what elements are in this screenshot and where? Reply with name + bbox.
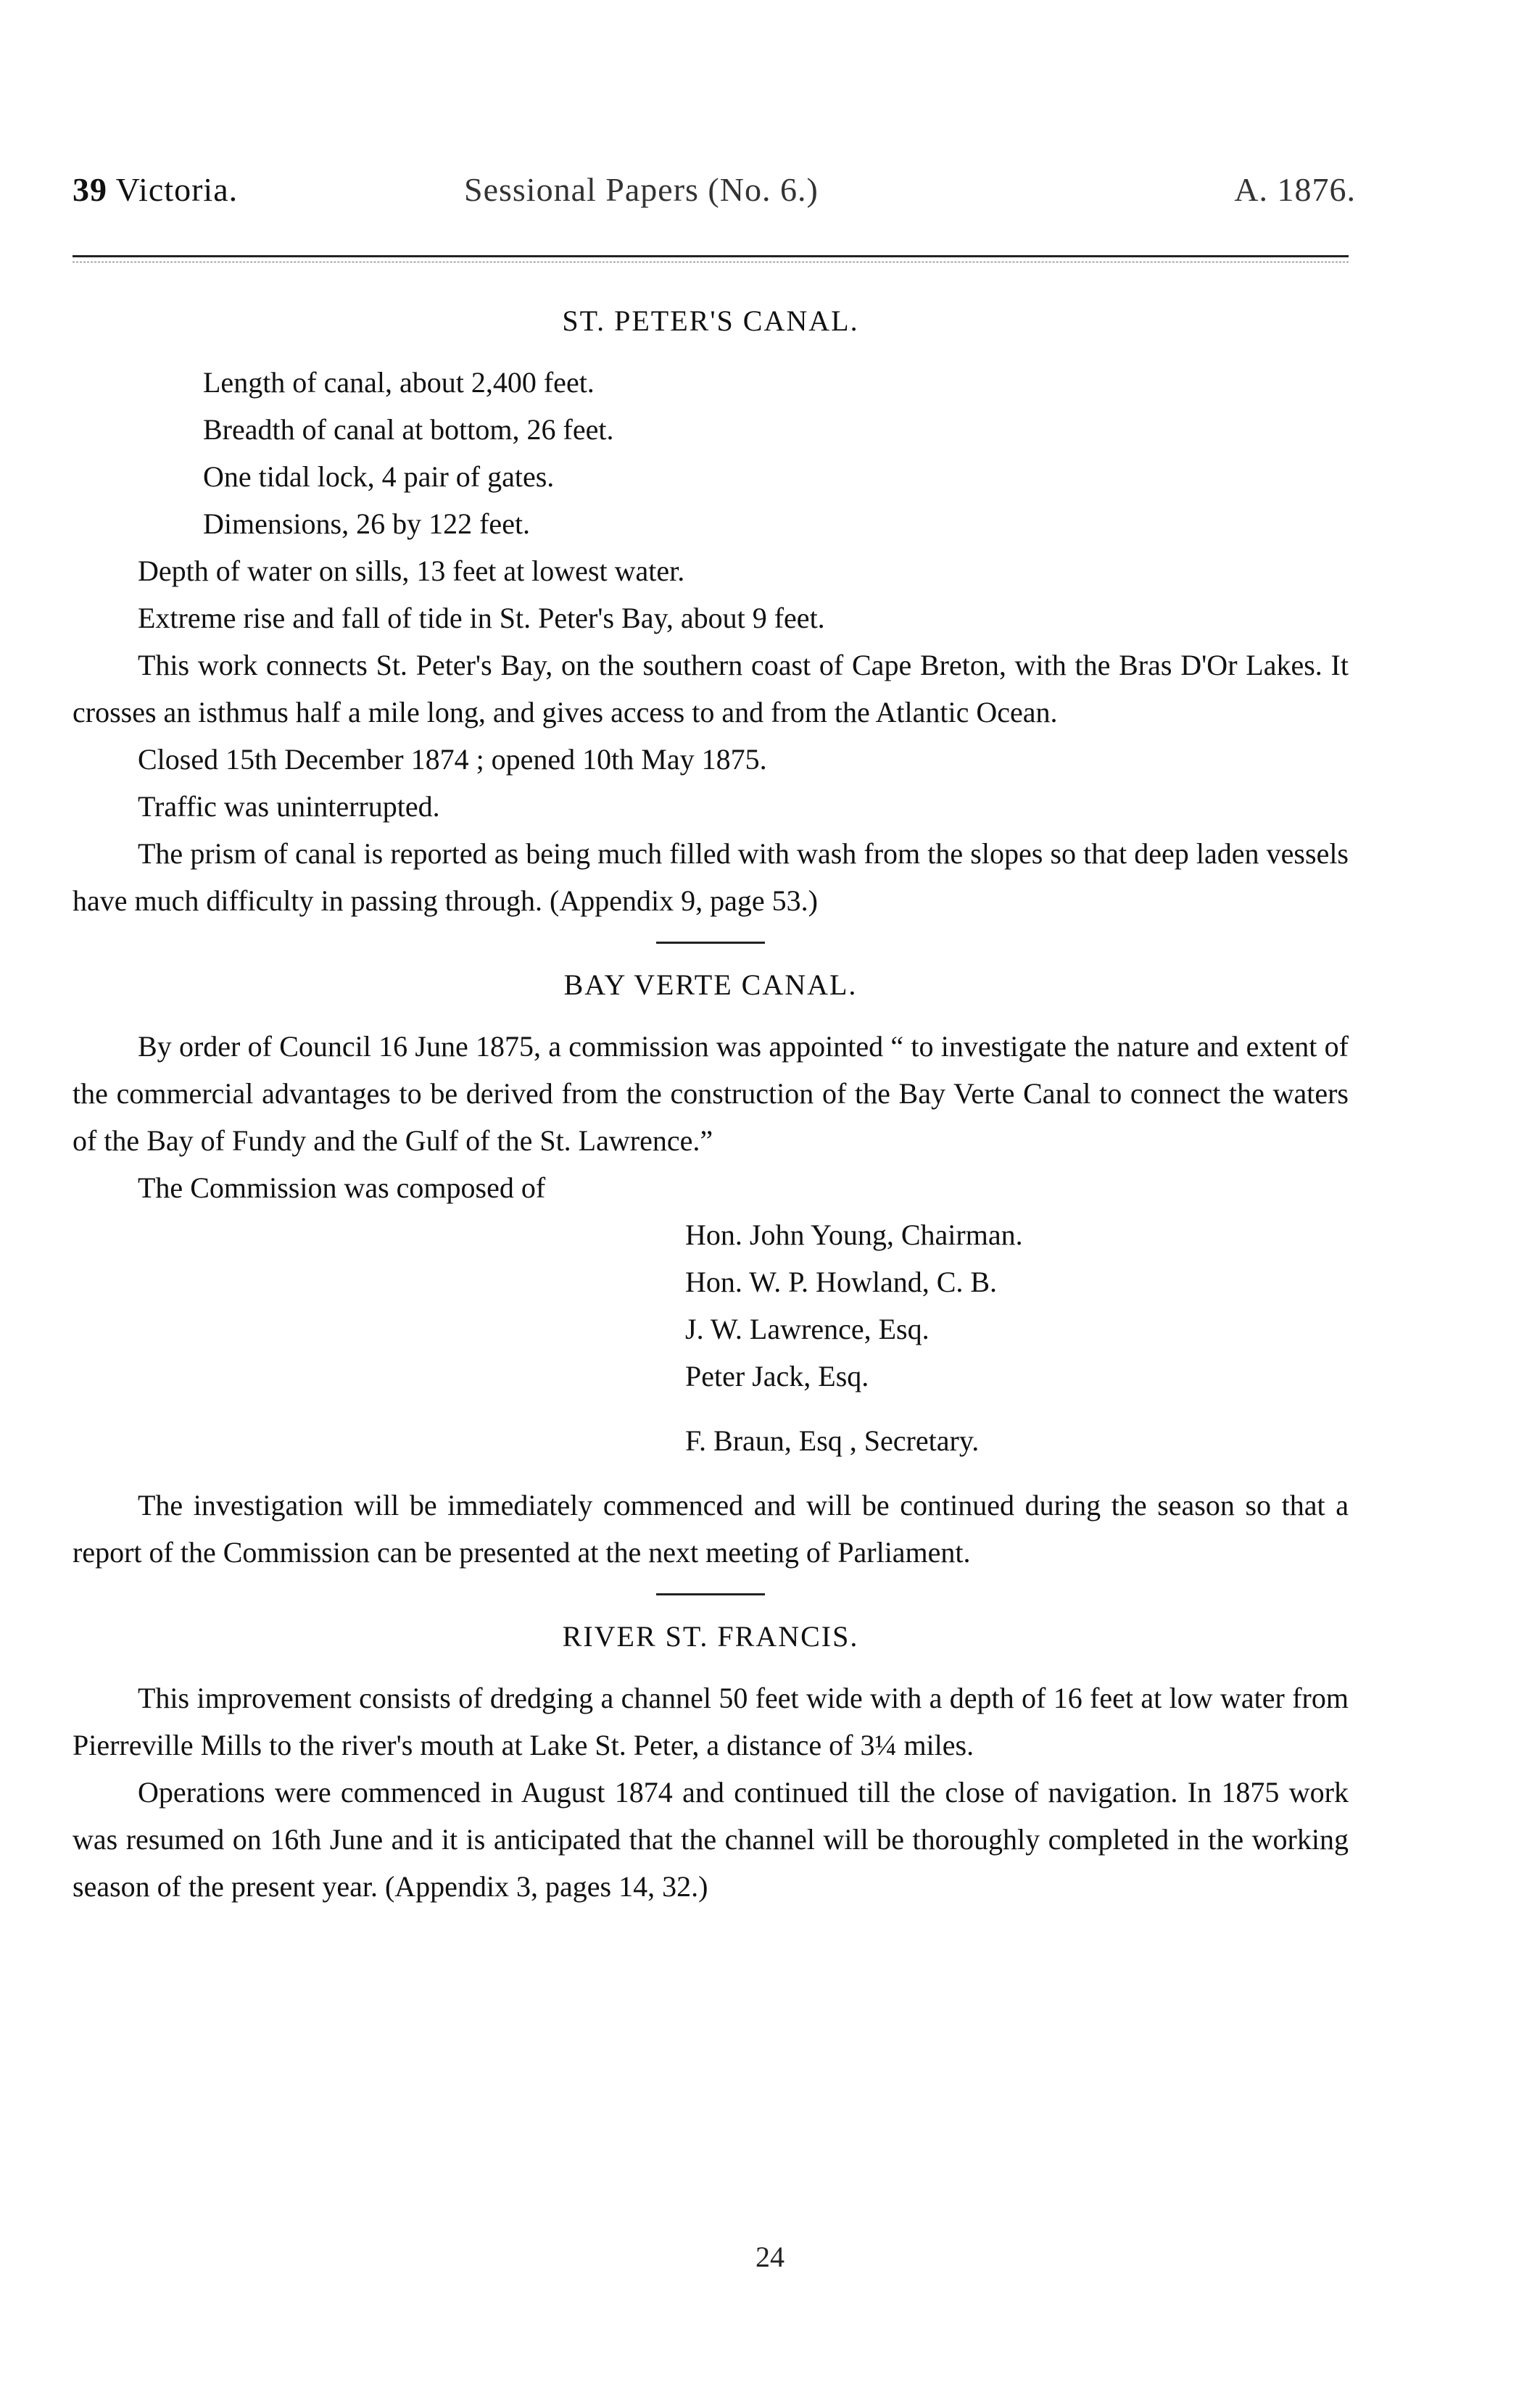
traffic-line: Traffic was uninterrupted. <box>138 790 440 823</box>
section-st-peters-canal <box>73 297 1349 924</box>
section-bay-verte-canal <box>73 961 1349 1576</box>
volume-number: 39 <box>73 171 107 208</box>
spec-lock: One tidal lock, 4 pair of gates. <box>203 460 555 493</box>
member-item: J. W. Lawrence, Esq. <box>685 1313 930 1345</box>
spec-dimensions: Dimensions, 26 by 122 feet. <box>203 507 531 540</box>
canal-spec-list <box>73 359 1349 547</box>
closed-line: Closed 15th December 1874 ; opened 10th May 1875. <box>138 743 767 776</box>
section-divider <box>656 942 765 944</box>
improvement-paragraph: This improvement consists of dredging a channel 50 feet wide with a depth of 16 feet at low water from Pierreville Mills to the river's mouth at Lake St. Peter, a distance of 3¼ miles. <box>73 1682 1349 1761</box>
running-head-left <box>73 170 238 209</box>
composed-line: The Commission was composed of <box>138 1171 546 1204</box>
member-item: Hon. W. P. Howland, C. B. <box>685 1266 998 1298</box>
spec-breadth: Breadth of canal at bottom, 26 feet. <box>203 413 614 446</box>
order-paragraph: By order of Council 16 June 1875, a commission was appointed “ to investigate the nature and extent of the commercial advantages to be derived from the construction of the Bay Verte Canal to connect the waters of the Bay of Fundy and the Gulf of the St. Lawrence.” <box>73 1030 1349 1157</box>
tide-line: Extreme rise and fall of tide in St. Peter's Bay, about 9 feet. <box>138 602 825 634</box>
operations-paragraph: Operations were commenced in August 1874 and continued till the close of navigation. In 1875 work was resumed on 16th June and it is anticipated that the channel will be thoroughly completed in the working season of the present year. (Appendix 3, pages 14, 32.) <box>73 1776 1349 1903</box>
section-title-river-st-francis: RIVER ST. FRANCIS. <box>562 1620 859 1653</box>
page-number: 24 <box>755 2241 785 2273</box>
connects-paragraph: This work connects St. Peter's Bay, on the southern coast of Cape Breton, with the Bras D'Or Lakes. It crosses an isthmus half a mile long, and gives access to and from the Atlantic Ocean. <box>73 649 1349 728</box>
depth-line: Depth of water on sills, 13 feet at lowest water. <box>138 555 685 587</box>
page-body <box>73 297 1349 1910</box>
running-head-right: A. 1876. <box>1234 171 1356 208</box>
section-title-bay-verte: BAY VERTE CANAL. <box>563 968 858 1001</box>
section-divider <box>656 1593 765 1595</box>
running-head-center: Sessional Papers (No. 6.) <box>464 171 819 208</box>
spec-length: Length of canal, about 2,400 feet. <box>203 366 595 399</box>
secretary-line: F. Braun, Esq , Secretary. <box>685 1424 980 1457</box>
member-item: Peter Jack, Esq. <box>685 1360 869 1392</box>
investigation-paragraph: The investigation will be immediately commenced and will be continued during the season so that a report of the Commission can be presented at the next meeting of Parliament. <box>73 1489 1349 1569</box>
header-rule <box>73 255 1349 257</box>
member-item: Hon. John Young, Chairman. <box>685 1218 1023 1251</box>
prism-paragraph: The prism of canal is reported as being much filled with wash from the slopes so that deep laden vessels have much difficulty in passing through. (Appendix 9, page 53.) <box>73 837 1349 917</box>
section-river-st-francis <box>73 1613 1349 1910</box>
section-title-st-peters: ST. PETER'S CANAL. <box>562 304 859 337</box>
commission-members <box>685 1211 1349 1400</box>
running-head <box>73 170 1356 221</box>
running-head-victoria: Victoria. <box>115 171 239 208</box>
